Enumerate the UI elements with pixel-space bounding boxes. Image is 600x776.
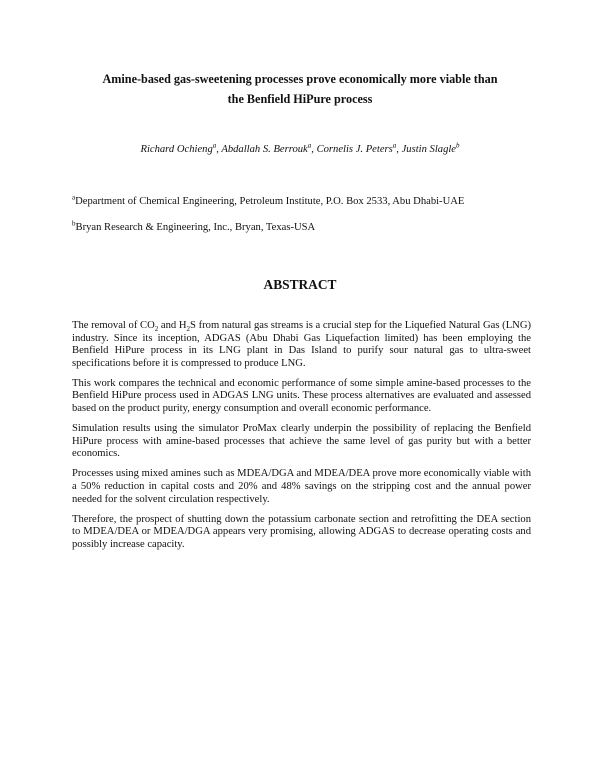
- author-affil-mark: a: [212, 141, 217, 150]
- abstract-body: [72, 320, 531, 559]
- affiliation-mark: a: [72, 193, 76, 202]
- paragraph-text: and H: [158, 320, 187, 331]
- author-separator: ,: [311, 144, 317, 155]
- subscript: 2: [186, 325, 191, 334]
- author-name: Cornelis J. Peters: [316, 144, 393, 155]
- abstract-paragraph-5: Therefore, the prospect of shutting down the potassium carbonate section and retrofitting the DEA section to MDEA/DEA or MDEA/DGA appears very promising, allowing ADGAS to decrease operating costs and possibly increase capacity.: [72, 513, 531, 550]
- affiliation-mark: b: [72, 219, 76, 228]
- author-affil-mark: b: [456, 141, 460, 150]
- author-separator: ,: [216, 144, 222, 155]
- title-line-1: Amine-based gas-sweetening processes prove economically more viable than: [102, 72, 498, 86]
- author-separator: ,: [396, 144, 402, 155]
- affiliation-text: Department of Chemical Engineering, Petroleum Institute, P.O. Box 2533, Abu Dhabi-UAE: [75, 196, 465, 207]
- affiliation-a: [72, 195, 542, 209]
- author-name: Richard Ochieng: [140, 144, 213, 155]
- author-list: [60, 143, 540, 157]
- abstract-paragraph-4: Processes using mixed amines such as MDEA/DGA and MDEA/DEA prove more economically viable with a 50% reduction in capital costs and 20% and 48% savings on the stripping cost and the annual power needed for the solvent circulation respectively.: [72, 468, 531, 505]
- author-affil-mark: a: [392, 141, 397, 150]
- paragraph-text: The removal of CO: [72, 320, 155, 331]
- author-affil-mark: a: [307, 141, 312, 150]
- paper-title: [60, 69, 540, 109]
- affiliation-text: Bryan Research & Engineering, Inc., Bryan, Texas-USA: [75, 222, 316, 233]
- affiliation-b: [72, 221, 542, 235]
- abstract-paragraph-3: Simulation results using the simulator ProMax clearly underpin the possibility of replacing the Benfield HiPure process with amine-based processes that achieve the same level of gas purity but with a better economics.: [72, 423, 531, 460]
- abstract-paragraph-1: [72, 320, 531, 370]
- title-line-2: the Benfield HiPure process: [227, 92, 373, 106]
- abstract-heading: ABSTRACT: [263, 277, 337, 292]
- author-name: Abdallah S. Berrouk: [221, 144, 308, 155]
- paragraph-text: S from natural gas streams is a crucial step for the Liquefied Natural Gas (LNG) industry. Since its inception, ADGAS (Abu Dhabi Gas Liquefaction limited) has been employing the Benfield HiPure process in its LNG plant in Das Island to purify sour natural gas to ultra-sweet specifications before it is compressed to produce LNG.: [72, 320, 531, 369]
- abstract-paragraph-2: This work compares the technical and economic performance of some simple amine-based processes to the Benfield HiPure process used in ADGAS LNG units. These process alternatives are evaluated and assessed based on the product purity, energy consumption and overall economic performance.: [72, 377, 531, 415]
- author-name: Justin Slagle: [401, 144, 457, 155]
- subscript: 2: [154, 325, 159, 334]
